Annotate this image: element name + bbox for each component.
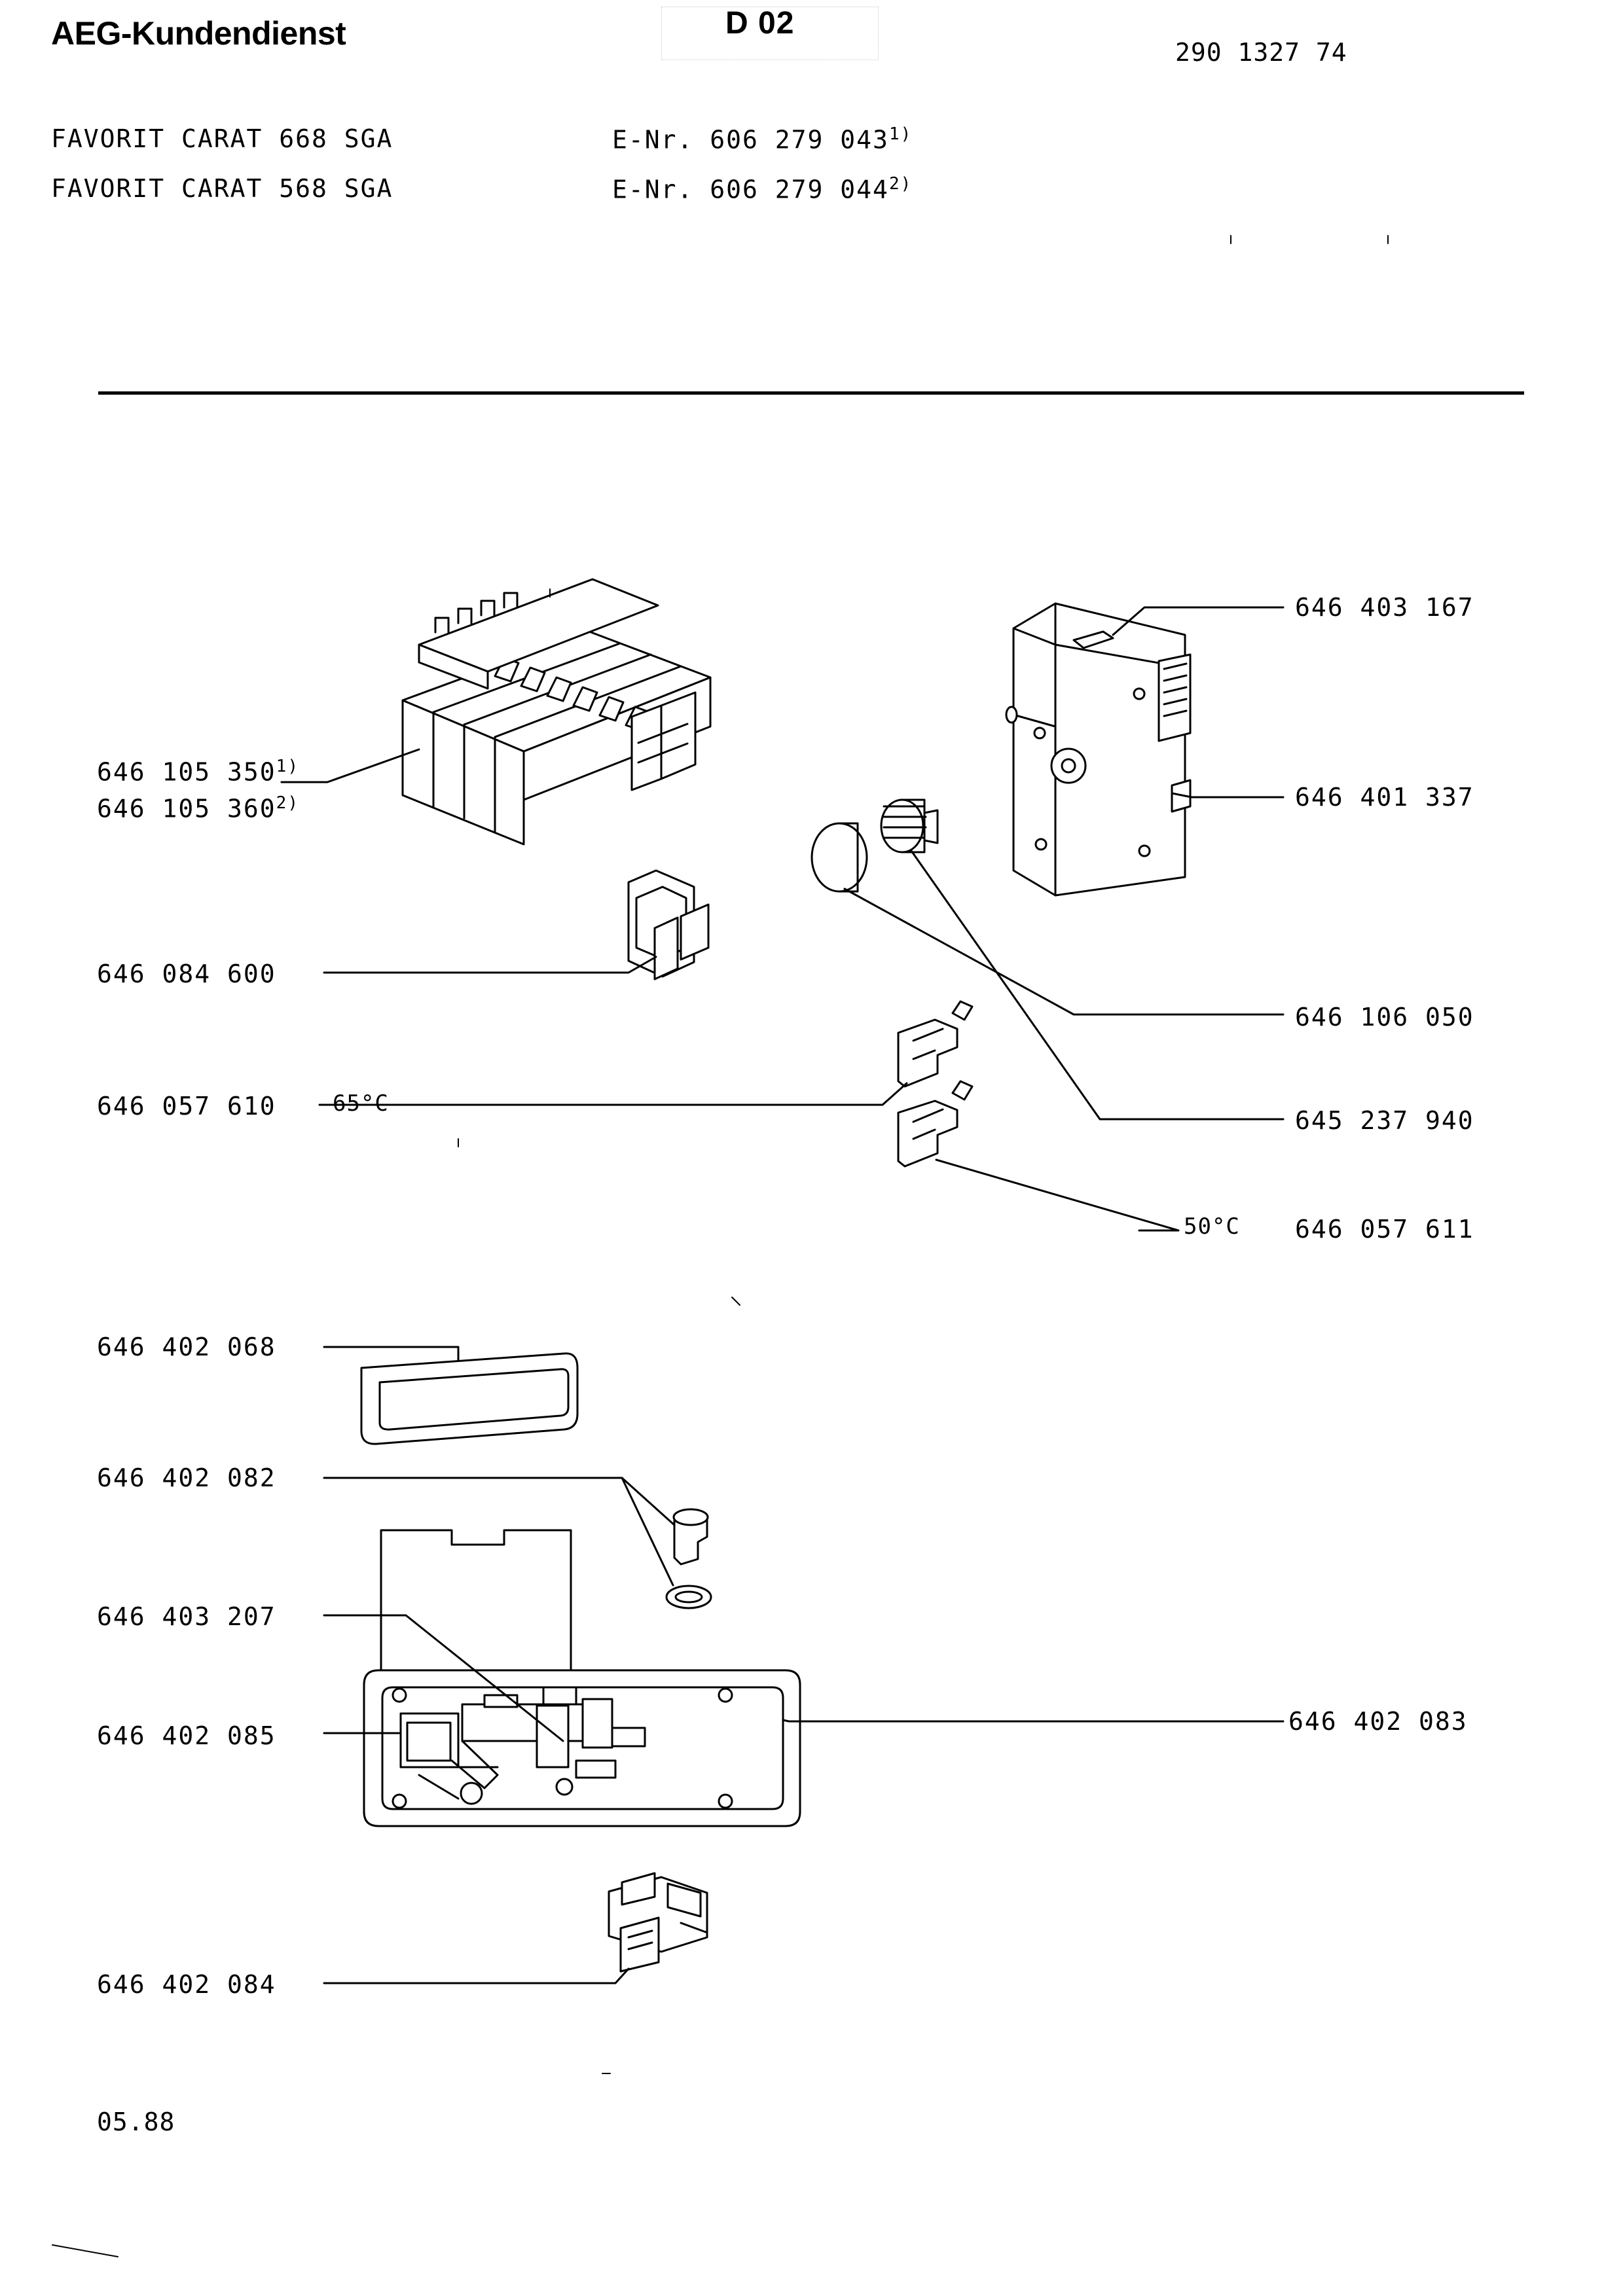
plug-and-oring xyxy=(324,1478,711,1608)
clip-part-646-084-600 xyxy=(324,870,708,979)
sheet-code: D 02 xyxy=(725,6,795,41)
micro-switch xyxy=(324,1873,707,1983)
document-number: 290 1327 74 xyxy=(1175,38,1347,67)
model-enr-1-footnote: 1) xyxy=(888,124,913,144)
partno-646-402-083: 646 402 083 xyxy=(1288,1707,1468,1736)
partno-646-105-360 xyxy=(97,793,299,823)
scan-marks xyxy=(52,236,1388,2257)
partno-646-105-360-footnote: 2) xyxy=(276,793,299,813)
partno-646-402-082: 646 402 082 xyxy=(97,1463,276,1492)
partno-646-106-050: 646 106 050 xyxy=(1295,1003,1474,1031)
temp-label-50c: 50°C xyxy=(1184,1213,1240,1240)
gasket-frame xyxy=(324,1347,577,1444)
thermostat-50c xyxy=(898,1081,1178,1230)
model-enr-2-footnote: 2) xyxy=(888,174,913,194)
model-enr-2-text: E-Nr. 606 279 044 xyxy=(612,175,889,204)
partno-646-084-600: 646 084 600 xyxy=(97,960,276,988)
terminal-block-assembly xyxy=(282,579,710,844)
temp-label-65c: 65°C xyxy=(333,1090,389,1117)
model-enr-1 xyxy=(612,124,912,154)
partno-645-237-940: 645 237 940 xyxy=(1295,1106,1474,1135)
model-enr-1-text: E-Nr. 606 279 043 xyxy=(612,125,889,154)
partno-646-105-360-text: 646 105 360 xyxy=(97,794,276,823)
partno-646-057-611: 646 057 611 xyxy=(1295,1215,1474,1244)
partno-646-105-350-footnote: 1) xyxy=(276,757,299,776)
model-name-1: FAVORIT CARAT 668 SGA xyxy=(51,124,393,153)
door-lock-assembly xyxy=(324,1530,1283,1826)
control-module xyxy=(1006,603,1283,895)
page-title-brand: AEG-Kundendienst xyxy=(51,15,346,52)
partno-646-057-610: 646 057 610 xyxy=(97,1092,276,1121)
partno-646-402-085: 646 402 085 xyxy=(97,1721,276,1750)
partno-646-402-068: 646 402 068 xyxy=(97,1333,276,1361)
round-parts-group xyxy=(812,800,1283,1119)
partno-646-402-084: 646 402 084 xyxy=(97,1970,276,1999)
model-name-2: FAVORIT CARAT 568 SGA xyxy=(51,174,393,203)
thermostat-65c xyxy=(319,1001,972,1105)
partno-646-403-207: 646 403 207 xyxy=(97,1602,276,1631)
model-enr-2 xyxy=(612,174,912,204)
footer-date: 05.88 xyxy=(97,2108,175,2136)
partno-646-401-337: 646 401 337 xyxy=(1295,783,1474,812)
partno-646-105-350 xyxy=(97,757,299,787)
partno-646-105-350-text: 646 105 350 xyxy=(97,757,276,787)
header-divider-rule xyxy=(98,391,1524,395)
partno-646-403-167: 646 403 167 xyxy=(1295,593,1474,622)
